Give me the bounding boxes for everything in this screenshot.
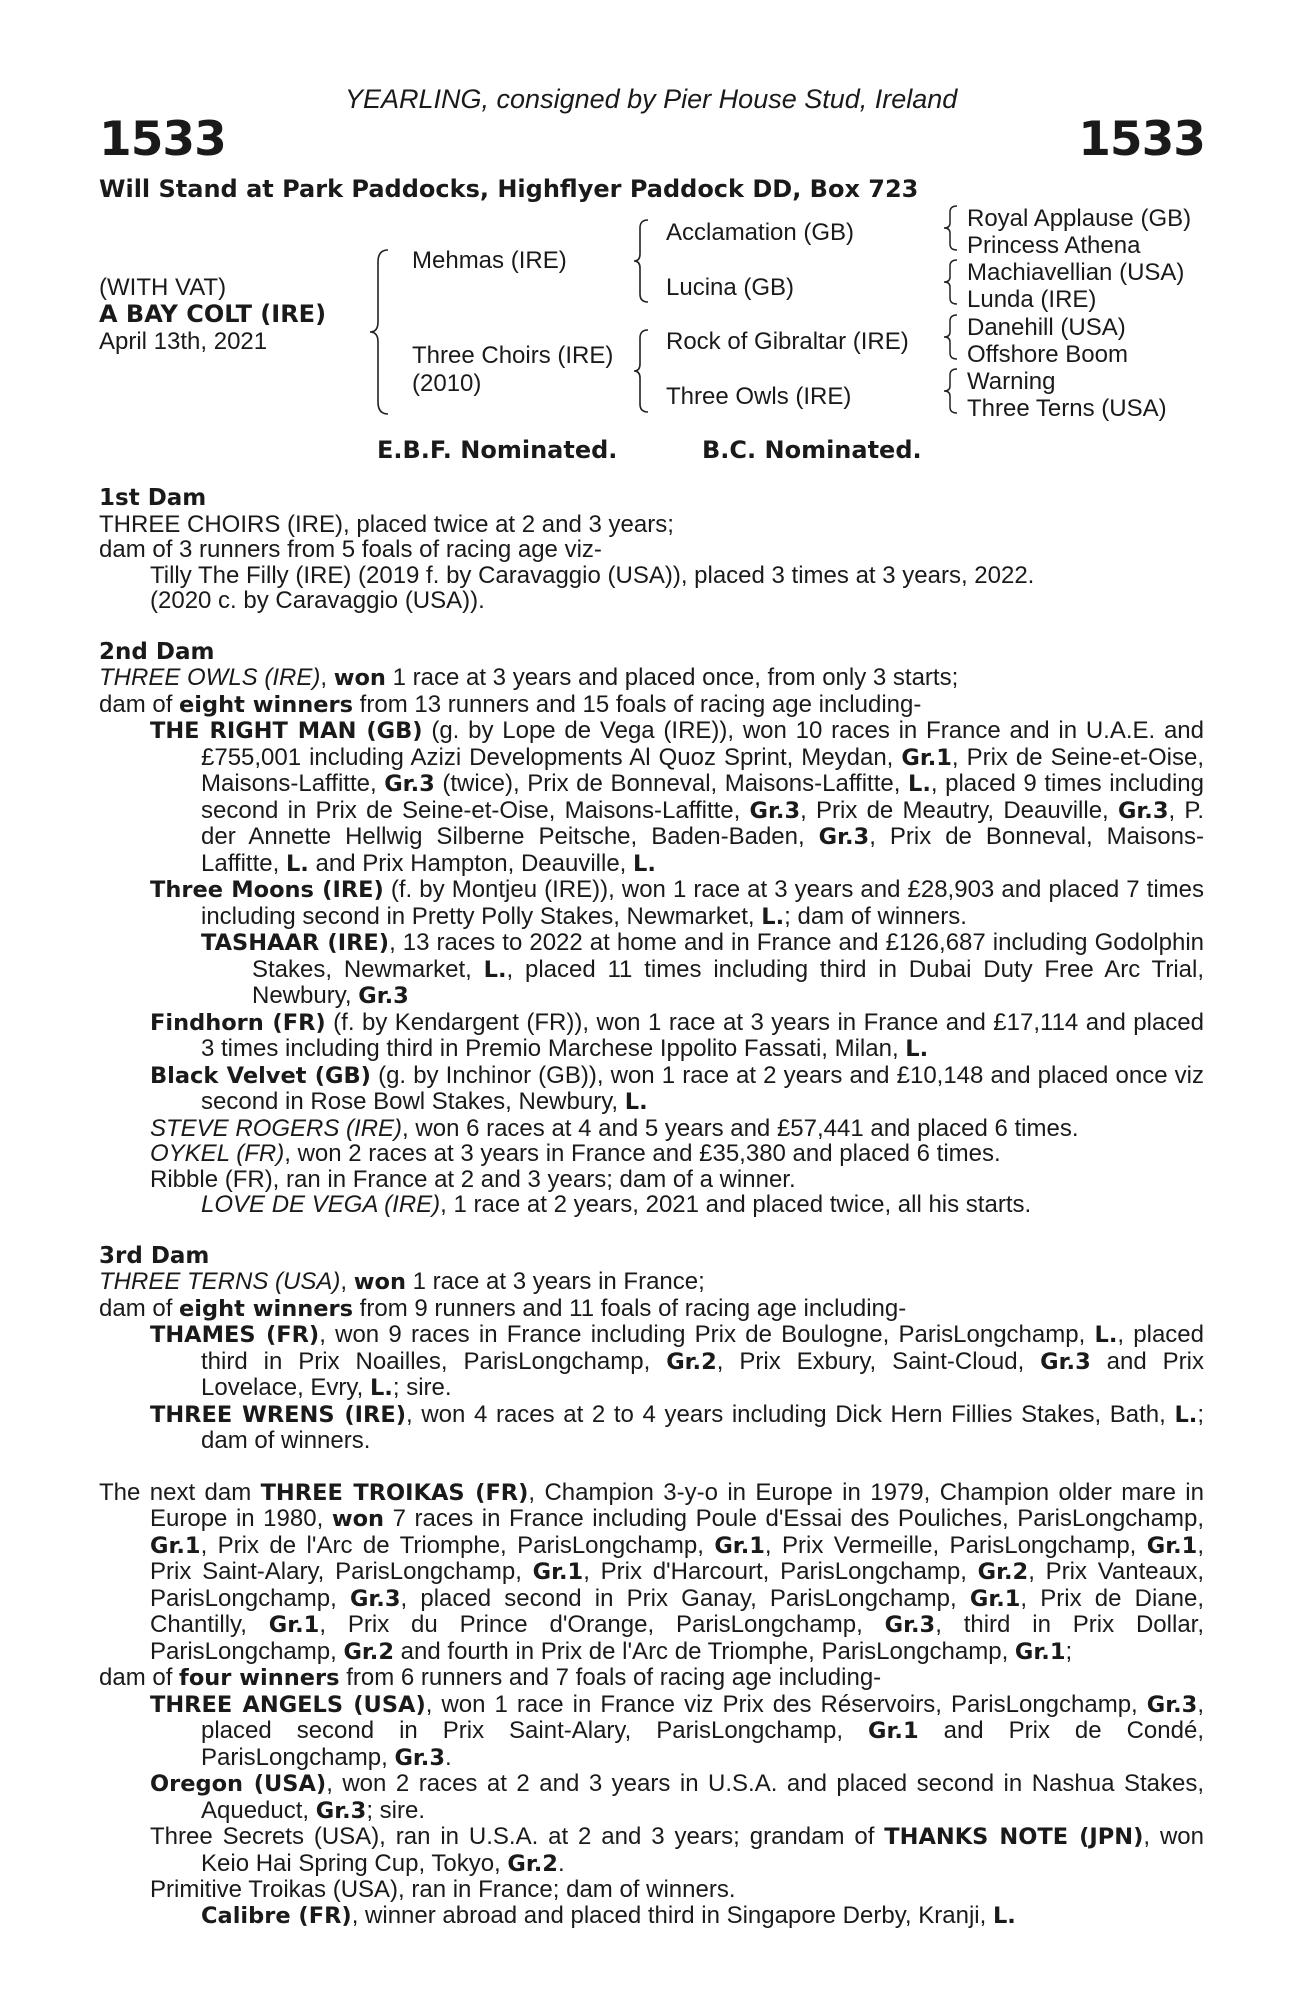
produce-entry: Ribble (FR), ran in France at 2 and 3 years; dam of a winner. <box>150 1165 796 1193</box>
first-dam-produce: dam of 3 runners from 5 foals of racing age viz- <box>99 536 602 563</box>
second-dam-line: THREE OWLS (IRE), won 1 race at 3 years and placed once, from only 3 starts; <box>99 664 959 691</box>
pedigree-sire-dam: Lucina (GB) <box>666 274 795 301</box>
produce-entry: STEVE ROGERS (IRE), won 6 races at 4 and 5 years and £57,441 and placed 6 times. <box>150 1114 1079 1142</box>
produce-entry: LOVE DE VEGA (IRE), 1 race at 2 years, 2021 and placed twice, all his starts. <box>201 1191 1032 1218</box>
next-dam-produce: dam of four winners from 6 runners and 7 foals of racing age including- <box>99 1664 882 1691</box>
pedigree-dam-year: (2010) <box>412 370 482 397</box>
pedigree-brace-dd <box>942 367 960 415</box>
pedigree-dss: Danehill (USA) <box>967 314 1126 341</box>
catalogue-subtitle: YEARLING, consigned by Pier House Stud, Ireland <box>345 84 958 114</box>
produce-entry: THAMES (FR), won 9 races in France including Prix de Boulogne, ParisLongchamp, L., placed third in Prix Noailles, ParisLongchamp, Gr.2, Prix Exbury, Saint-Cloud, Gr.3 and Prix Lovelace, Evry, L.; sire. <box>150 1321 1204 1401</box>
bc-nomination: B.C. Nominated. <box>702 436 922 464</box>
second-dam-produce: dam of eight winners from 13 runners and 15 foals of racing age including- <box>99 690 922 718</box>
section-heading-3rd-dam: 3rd Dam <box>99 1242 210 1269</box>
pedigree-brace-ds <box>942 313 960 361</box>
pedigree-dds: Warning <box>967 368 1056 395</box>
pedigree-sdd: Lunda (IRE) <box>967 286 1097 313</box>
pedigree-ddd: Three Terns (USA) <box>967 395 1167 422</box>
pedigree-brace-dam <box>632 328 652 414</box>
pedigree-sire: Mehmas (IRE) <box>412 247 567 274</box>
pedigree-brace-sire <box>632 218 652 304</box>
pedigree-brace-main <box>368 248 392 416</box>
produce-entry: THREE ANGELS (USA), won 1 race in France viz Prix des Réservoirs, ParisLongchamp, Gr.3, placed second in Prix Saint-Alary, ParisLongchamp, Gr.1 and Prix de Condé, ParisLongchamp, Gr.3. <box>150 1690 1204 1771</box>
produce-entry: Primitive Troikas (USA), ran in France; dam of winners. <box>150 1876 736 1903</box>
vat-note: (WITH VAT) <box>99 274 227 301</box>
pedigree-dsd: Offshore Boom <box>967 341 1128 368</box>
horse-name: A BAY COLT (IRE) <box>99 300 327 328</box>
first-dam-line: THREE CHOIRS (IRE), placed twice at 2 and 3 years; <box>99 510 674 538</box>
ebf-nomination: E.B.F. Nominated. <box>377 436 618 464</box>
produce-entry: THE RIGHT MAN (GB) (g. by Lope de Vega (IRE)), won 10 races in France and in U.A.E. and £755,001 including Azizi Developments Al Quoz Sprint, Meydan, Gr.1, Prix de Seine-et-Oise, Maisons-Laffitte, Gr.3 (twice), Prix de Bonneval, Maisons-Laffitte, L., placed 9 times including second in Prix de Seine-et-Oise, Maisons-Laffitte, Gr.3, Prix de Meautry, Deauville, Gr.3, P. der Annette Hellwig Silberne Peitsche, Baden-Baden, Gr.3, Prix de Bonneval, Maisons-Laffitte, L. and Prix Hampton, Deauville, L. <box>150 717 1204 877</box>
produce-entry: Calibre (FR), winner abroad and placed third in Singapore Derby, Kranji, L. <box>201 1901 1016 1929</box>
produce-entry: Black Velvet (GB) (g. by Inchinor (GB)), won 1 race at 2 years and £10,148 and placed once viz second in Rose Bowl Stakes, Newbury, L. <box>150 1061 1204 1115</box>
pedigree-dam: Three Choirs (IRE) <box>412 342 614 369</box>
next-dam-paragraph: The next dam THREE TROIKAS (FR), Champion 3-y-o in Europe in 1979, Champion older mare in Europe in 1980, won 7 races in France including Poule d'Essai des Pouliches, ParisLongchamp, Gr.1, Prix de l'Arc de Triomphe, ParisLongchamp, Gr.1, Prix Vermeille, ParisLongchamp, Gr.1, Prix Saint-Alary, ParisLongchamp, Gr.1, Prix d'Harcourt, ParisLongchamp, Gr.2, Prix Vanteaux, ParisLongchamp, Gr.3, placed second in Prix Ganay, ParisLongchamp, Gr.1, Prix de Diane, Chantilly, Gr.1, Prix du Prince d'Orange, ParisLongchamp, Gr.3, third in Prix Dollar, ParisLongchamp, Gr.2 and fourth in Prix de l'Arc de Triomphe, ParisLongchamp, Gr.1; <box>99 1478 1204 1665</box>
produce-entry: Three Moons (IRE) (f. by Montjeu (IRE)), won 1 race at 3 years and £28,903 and placed 7 times including second in Pretty Polly Stakes, Newmarket, L.; dam of winners. <box>150 876 1205 930</box>
produce-entry: THREE WRENS (IRE), won 4 races at 2 to 4 years including Dick Hern Fillies Stakes, Bath, L.; dam of winners. <box>150 1400 1204 1454</box>
pedigree-dam-dam: Three Owls (IRE) <box>666 383 852 410</box>
pedigree-ssd: Princess Athena <box>967 232 1141 259</box>
produce-entry: OYKEL (FR), won 2 races at 3 years in France and £35,380 and placed 6 times. <box>150 1140 1001 1167</box>
section-heading-2nd-dam: 2nd Dam <box>99 638 215 665</box>
produce-entry: Tilly The Filly (IRE) (2019 f. by Caravaggio (USA)), placed 3 times at 3 years, 2022. <box>150 561 1035 589</box>
catalogue-body <box>99 486 1204 1929</box>
stand-location: Will Stand at Park Paddocks, Highflyer Paddock DD, Box 723 <box>99 175 919 203</box>
lot-number-left: 1533 <box>99 112 226 167</box>
pedigree-brace-sd <box>942 258 960 306</box>
third-dam-line: THREE TERNS (USA), won 1 race at 3 years in France; <box>99 1268 705 1295</box>
section-heading-1st-dam: 1st Dam <box>99 485 207 511</box>
pedigree-brace-ss <box>942 204 960 252</box>
produce-entry: Three Secrets (USA), ran in U.S.A. at 2 and 3 years; grandam of THANKS NOTE (JPN), won Keio Hai Spring Cup, Tokyo, Gr.2. <box>150 1823 1204 1877</box>
foaling-date: April 13th, 2021 <box>99 328 268 355</box>
pedigree-sds: Machiavellian (USA) <box>967 259 1185 286</box>
lot-number-right: 1533 <box>1078 112 1205 167</box>
pedigree-sire-sire: Acclamation (GB) <box>666 219 855 246</box>
produce-entry: (2020 c. by Caravaggio (USA)). <box>150 587 485 614</box>
produce-entry: Findhorn (FR) (f. by Kendargent (FR)), won 1 race at 3 years in France and £17,114 and placed 3 times including third in Premio Marchese Ippolito Fassati, Milan, L. <box>150 1008 1204 1062</box>
pedigree-sss: Royal Applause (GB) <box>967 205 1192 232</box>
produce-entry: TASHAAR (IRE), 13 races to 2022 at home and in France and £126,687 including Godolphin Stakes, Newmarket, L., placed 11 times including third in Dubai Duty Free Arc Trial, Newbury, Gr.3 <box>201 929 1205 1009</box>
produce-entry: Oregon (USA), won 2 races at 2 and 3 years in U.S.A. and placed second in Nashua Stakes, Aqueduct, Gr.3; sire. <box>150 1770 1204 1824</box>
third-dam-produce: dam of eight winners from 9 runners and 11 foals of racing age including- <box>99 1294 907 1322</box>
pedigree-dam-sire: Rock of Gibraltar (IRE) <box>666 328 909 355</box>
